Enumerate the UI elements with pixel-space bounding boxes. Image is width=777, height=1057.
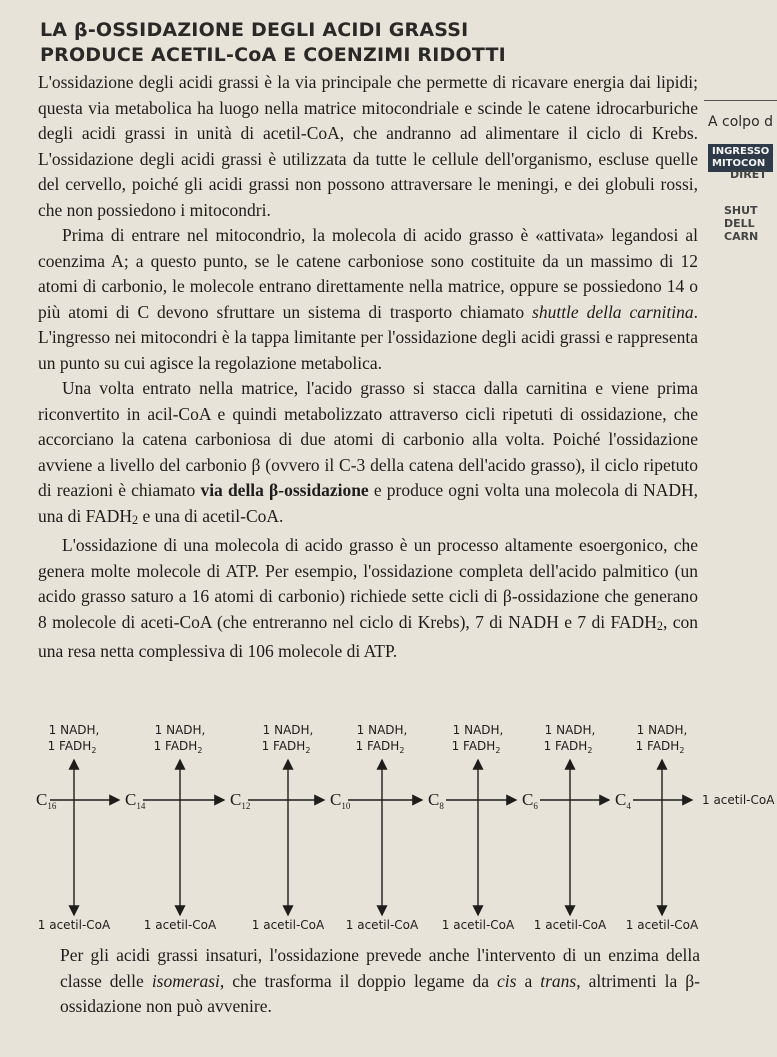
carbon-label: $C_4$ (615, 790, 631, 811)
nadh-label: 1 NADH, (48, 723, 100, 737)
heading-line-1: LA β-OSSIDAZIONE DEGLI ACIDI GRASSI (40, 19, 469, 41)
shuttle-term: shuttle della carnitina (532, 301, 694, 322)
sidebar-item-shuttle: SHUT DELL CARN (724, 204, 759, 243)
acetyl-coa-label: 1 acetil-CoA (251, 918, 325, 932)
body-text (38, 70, 698, 665)
beta-oxidation-term: via della β-ossidazione (200, 480, 369, 500)
acetyl-coa-label: 1 acetil-CoA (143, 918, 217, 932)
nadh-label: 1 NADH, (636, 723, 688, 737)
sidebar-summary (700, 100, 777, 290)
sidebar-badge: INGRESSO MITOCON (708, 144, 773, 172)
paragraph-1: L'ossidazione degli acidi grassi è la via principale che permette di ricavare energia dai lipidi; questa via metabolica ha luogo nella matrice mitocondriale e scinde le catene idrocarburiche degli acidi grassi in unità di acetil-CoA, che andranno ad alimentare il ciclo di Krebs. L'ossidazione degli acidi grassi è utilizzata da tutte le cellule dell'organismo, escluse quelle del cervello, poiché gli acidi grassi non possono attraversare le meningi, e dei globuli rossi, che non possiedono i mitocondri. (38, 72, 698, 220)
paragraph-5: Per gli acidi grassi insaturi, l'ossidazione prevede anche l'intervento di un enzima della classe delle isomerasi, che trasforma il doppio legame da cis a trans, altrimenti la β-ossidazione non può avvenire. (60, 945, 700, 1016)
fadh2-label: 1 $FADH_2$ (451, 739, 501, 755)
fadh2-label: 1 $FADH_2$ (47, 739, 97, 755)
carbon-label: $C_{10}$ (330, 790, 351, 811)
acetyl-coa-label: 1 acetil-CoA (625, 918, 699, 932)
sidebar-title: A colpo d (708, 114, 773, 130)
acetyl-coa-label: 1 acetil-CoA (441, 918, 515, 932)
nadh-label: 1 NADH, (154, 723, 206, 737)
heading-line-2: PRODUCE ACETIL-CoA E COENZIMI RIDOTTI (40, 44, 506, 66)
fadh2-label: 1 $FADH_2$ (153, 739, 203, 755)
paragraph-2: Prima di entrare nel mitocondrio, la molecola di acido grasso è «attivata» legandosi al coenzima A; a questo punto, se le catene carboniose sono costituite da un massimo di 12 atomi di carbonio, le molecole entrano direttamente nella matrice, oppure se possiedono 14 o più atomi di C devono sfruttare un sistema di trasporto chiamato shuttle della carnitina. L'ingresso nei mitocondri è la tappa limitante per l'ossidazione degli acidi grassi e rappresenta un punto su cui agisce la regolazione metabolica. (38, 225, 698, 373)
acetyl-coa-label: 1 acetil-CoA (37, 918, 111, 932)
acetyl-coa-label: 1 acetil-CoA (533, 918, 607, 932)
sidebar-item-direct: DIRET (730, 168, 767, 181)
carbon-label: $C_{16}$ (36, 790, 57, 811)
beta-oxidation-diagram (0, 722, 777, 932)
nadh-label: 1 NADH, (356, 723, 408, 737)
fadh2-label: 1 $FADH_2$ (543, 739, 593, 755)
paragraph-4: L'ossidazione di una molecola di acido grasso è un processo altamente esoergonico, che genera molte molecole di ATP. Per esempio, l'ossidazione completa dell'acido palmitico (un acido grasso saturo a 16 atomi di carbonio) richiede sette cicli di β-ossidazione che generano 8 molecole di aceti-CoA (che entreranno nel ciclo di Krebs), 7 di NADH e 7 di $FADH_2$, con una resa netta complessiva di 106 molecole di ATP. (38, 535, 698, 661)
section-heading (40, 18, 506, 68)
carbon-label: $C_{14}$ (125, 790, 146, 811)
acetyl-coa-label: 1 acetil-CoA (345, 918, 419, 932)
fadh2-label: 1 $FADH_2$ (355, 739, 405, 755)
nadh-label: 1 NADH, (452, 723, 504, 737)
final-acetyl-coa-label: 1 acetil-CoA (702, 793, 775, 807)
carbon-label: $C_6$ (522, 790, 538, 811)
carbon-label: $C_{12}$ (230, 790, 251, 811)
paragraph-3: Una volta entrato nella matrice, l'acido grasso si stacca dalla carnitina e viene prima riconvertito in acil-CoA e quindi metabolizzato attraverso cicli ripetuti di ossidazione, che accorciano la catena carboniosa di due atomi di carbonio alla volta. Poiché l'ossidazione avviene a livello del carbonio β (ovvero il C-3 della catena dell'acido grasso), il ciclo ripetuto di reazioni è chiamato via della β-ossidazione e produce ogni volta una molecola di NADH, una di $FADH_2$ e una di acetil-CoA. (38, 378, 698, 527)
fadh2-label: 1 $FADH_2$ (635, 739, 685, 755)
sidebar-rule (704, 100, 777, 101)
nadh-label: 1 NADH, (262, 723, 314, 737)
nadh-label: 1 NADH, (544, 723, 596, 737)
carbon-label: $C_8$ (428, 790, 444, 811)
fadh2-label: 1 $FADH_2$ (261, 739, 311, 755)
